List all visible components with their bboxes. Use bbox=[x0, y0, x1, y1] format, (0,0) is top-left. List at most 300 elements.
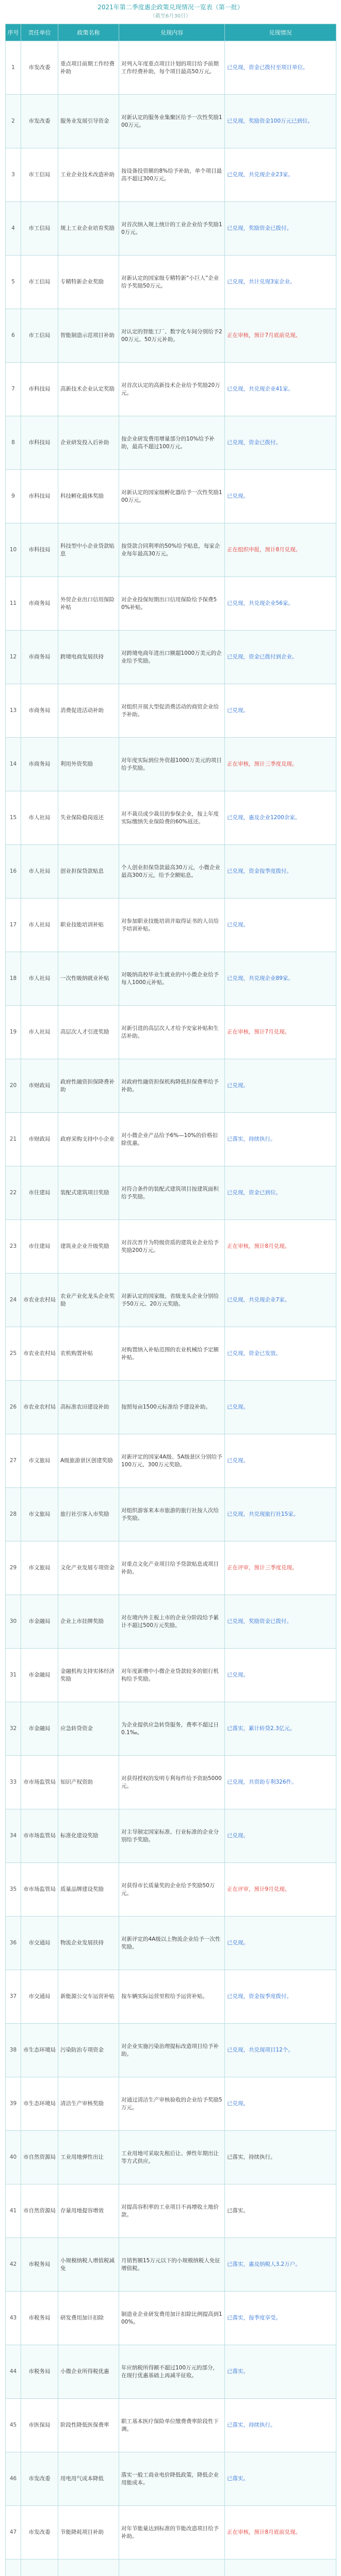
row-status: 已兑现，共兑现企业7家。 bbox=[225, 1274, 336, 1327]
row-status: 已兑现。 bbox=[225, 1917, 336, 1970]
row-seq: 20 bbox=[6, 1059, 21, 1113]
row-content: 对获得市长质量奖的企业给予奖励50万元。 bbox=[119, 1863, 225, 1917]
row-seq: 45 bbox=[6, 2399, 21, 2452]
row-unit: 市工信局 bbox=[21, 202, 58, 256]
header-project: 政策名称 bbox=[58, 24, 119, 41]
row-seq: 18 bbox=[6, 952, 21, 1006]
table-row bbox=[6, 1434, 336, 1488]
row-seq: 40 bbox=[6, 2131, 21, 2184]
row-project: 标准化建设奖励 bbox=[58, 1809, 119, 1863]
row-unit: 市税务局 bbox=[21, 2345, 58, 2399]
row-project: 企业研发投入后补助 bbox=[58, 416, 119, 470]
row-project: 职业技能培训补贴 bbox=[58, 899, 119, 952]
row-status: 已落实，持续执行。 bbox=[225, 2131, 336, 2184]
row-content: 制造业企业研发费用加计扣除比例提高到100%。 bbox=[119, 2292, 225, 2345]
row-seq: 28 bbox=[6, 1488, 21, 1541]
row-content: 对企业实施污染治理提标改造项目给予补助。 bbox=[119, 2024, 225, 2077]
row-content: 对组织开展大型促消费活动的商贸企业给予补助。 bbox=[119, 684, 225, 738]
row-content: 对首次认定的高新技术企业给予奖励20万元。 bbox=[119, 363, 225, 416]
row-seq: 1 bbox=[6, 41, 21, 95]
row-unit: 市发改委 bbox=[21, 2506, 58, 2560]
row-seq: 13 bbox=[6, 684, 21, 738]
table-row bbox=[6, 2399, 336, 2452]
row-status: 已兑现，资金已拨付。 bbox=[225, 416, 336, 470]
row-project: 应急转贷资金 bbox=[58, 1702, 119, 1756]
row-content: 落实一般工商业电价降低政策，降低企业用能成本。 bbox=[119, 2452, 225, 2506]
row-project: 外贸企业出口信用保险补贴 bbox=[58, 577, 119, 631]
row-seq: 46 bbox=[6, 2452, 21, 2506]
row-unit: 市金融局 bbox=[21, 1649, 58, 1702]
row-seq: 30 bbox=[6, 1595, 21, 1649]
row-seq: 38 bbox=[6, 2024, 21, 2077]
row-status: 正在审核，预计8月兑现。 bbox=[225, 1220, 336, 1274]
row-project: 企业上市挂牌奖励 bbox=[58, 1595, 119, 1649]
row-project: 装配式建筑项目奖励 bbox=[58, 1166, 119, 1220]
row-project: A级旅游景区创建奖励 bbox=[58, 1434, 119, 1488]
row-unit: 市工信局 bbox=[21, 148, 58, 202]
row-unit: 市文旅局 bbox=[21, 1434, 58, 1488]
row-unit: 市交通局 bbox=[21, 1970, 58, 2024]
row-content: 对新评定的国家4A级、5A级景区分别给予100万元、300万元奖励。 bbox=[119, 1434, 225, 1488]
row-seq: 2 bbox=[6, 95, 21, 148]
row-status: 已兑现。 bbox=[225, 1434, 336, 1488]
row-seq: 41 bbox=[6, 2184, 21, 2238]
table-row bbox=[6, 416, 336, 470]
row-unit: 市医保局 bbox=[21, 2399, 58, 2452]
page-title: 2021年第二季度惠企政策兑现情况一览表（第一批） bbox=[98, 4, 243, 11]
row-content: 对年度实际到位外资超1000万美元的项目给予奖励。 bbox=[119, 738, 225, 791]
table-row bbox=[6, 791, 336, 845]
row-content: 月销售额15万元以下的小规模纳税人免征增值税。 bbox=[119, 2238, 225, 2292]
row-seq: 15 bbox=[6, 791, 21, 845]
row-status: 已兑现，资金按季度拨付。 bbox=[225, 845, 336, 899]
row-project: 金融机构支持实体经济奖励 bbox=[58, 1649, 119, 1702]
row-content: 对重点文化产业项目给予贷款贴息或项目补助。 bbox=[119, 1541, 225, 1595]
row-content: 按设备投资额的8%给予补助，单个项目最高不超过300万元。 bbox=[119, 148, 225, 202]
table-row bbox=[6, 2131, 336, 2184]
row-status: 正在评审，预计三季度兑现。 bbox=[225, 1541, 336, 1595]
row-unit: 市农业农村局 bbox=[21, 1327, 58, 1381]
row-unit bbox=[21, 2560, 58, 2576]
row-project: 一次性吸纳就业补贴 bbox=[58, 952, 119, 1006]
row-content: 按照每亩1500元标准给予建设补助。 bbox=[119, 1381, 225, 1434]
row-unit: 市人社局 bbox=[21, 952, 58, 1006]
row-status: 正在审核，预计8月底前兑现。 bbox=[225, 2506, 336, 2560]
row-seq bbox=[6, 2560, 21, 2576]
row-seq: 26 bbox=[6, 1381, 21, 1434]
row-seq: 21 bbox=[6, 1113, 21, 1166]
table-row bbox=[6, 1702, 336, 1756]
row-project: 科技型中小企业贷款贴息 bbox=[58, 523, 119, 577]
table-row bbox=[6, 470, 336, 523]
row-status: 已落实。 bbox=[225, 2452, 336, 2506]
row-unit: 市金融局 bbox=[21, 1595, 58, 1649]
row-content: 对小微企业产品给予6%—10%的价格扣除优惠。 bbox=[119, 1113, 225, 1166]
row-project: 工业用地弹性出让 bbox=[58, 2131, 119, 2184]
row-status: 已兑现，资金已到位。 bbox=[225, 1166, 336, 1220]
row-content: 对新认定的服务业集聚区给予一次性奖励100万元。 bbox=[119, 95, 225, 148]
table-row bbox=[6, 2345, 336, 2399]
row-project: 阶段性降低医保费率 bbox=[58, 2399, 119, 2452]
header-status: 兑现情况 bbox=[225, 24, 336, 41]
row-project: 高标准农田建设补助 bbox=[58, 1381, 119, 1434]
row-status: 已落实，惠及纳税人3.2万户。 bbox=[225, 2238, 336, 2292]
row-unit: 市自然资源局 bbox=[21, 2184, 58, 2238]
table-row bbox=[6, 1756, 336, 1809]
table-row bbox=[6, 1381, 336, 1434]
table-row bbox=[6, 1059, 336, 1113]
table-row bbox=[6, 1113, 336, 1166]
header-content: 兑现内容 bbox=[119, 24, 225, 41]
row-unit: 市发改委 bbox=[21, 2452, 58, 2506]
row-content: 对符合条件的装配式建筑项目按建筑面积给予奖励。 bbox=[119, 1166, 225, 1220]
row-status: 已兑现，奖励资金已拨付。 bbox=[225, 202, 336, 256]
table-row bbox=[6, 2077, 336, 2131]
row-project: 小微企业所得税优惠 bbox=[58, 2345, 119, 2399]
row-project: 科技孵化载体奖励 bbox=[58, 470, 119, 523]
row-content: 对认定的智能工厂、数字化车间分别给予200万元、50万元补助。 bbox=[119, 309, 225, 363]
row-unit: 市人社局 bbox=[21, 791, 58, 845]
row-project: 重点项目前期工作经费补助 bbox=[58, 41, 119, 95]
row-seq: 10 bbox=[6, 523, 21, 577]
row-content: 对主导制定国家标准、行业标准的企业分别给予奖励。 bbox=[119, 1809, 225, 1863]
row-seq: 36 bbox=[6, 1917, 21, 1970]
row-project: 农业产业化龙头企业奖励 bbox=[58, 1274, 119, 1327]
row-status: 已落实。 bbox=[225, 2345, 336, 2399]
row-project: 文化产业发展专项资金 bbox=[58, 1541, 119, 1595]
row-content: 对政府性融资担保机构降低担保费率给予补助。 bbox=[119, 1059, 225, 1113]
table-row bbox=[6, 309, 336, 363]
table-row bbox=[6, 1917, 336, 1970]
row-unit: 市财政局 bbox=[21, 1059, 58, 1113]
table-row bbox=[6, 1220, 336, 1274]
row-content: 对新引进的高层次人才给予安家补贴和生活补助。 bbox=[119, 1006, 225, 1059]
row-content: 对列入年度重点项目计划的项目给予前期工作经费补助，每个项目最高50万元。 bbox=[119, 41, 225, 95]
row-content: 对在境内外主板上市的企业分阶段给予累计不超过500万元奖励。 bbox=[119, 1595, 225, 1649]
row-seq: 34 bbox=[6, 1809, 21, 1863]
row-seq: 3 bbox=[6, 148, 21, 202]
table-row bbox=[6, 1274, 336, 1327]
row-project: 专精特新企业奖励 bbox=[58, 256, 119, 309]
row-unit: 市商务局 bbox=[21, 577, 58, 631]
row-status: 正在评审，预计9月兑现。 bbox=[225, 1863, 336, 1917]
row-seq: 16 bbox=[6, 845, 21, 899]
row-unit: 市财政局 bbox=[21, 1113, 58, 1166]
row-seq: 42 bbox=[6, 2238, 21, 2292]
row-status: 正在审核，预计7月底前兑现。 bbox=[225, 309, 336, 363]
row-project: 利用外资奖励 bbox=[58, 738, 119, 791]
row-status: 已兑现。 bbox=[225, 2077, 336, 2131]
row-seq: 11 bbox=[6, 577, 21, 631]
header-unit: 责任单位 bbox=[21, 24, 58, 41]
row-status: 已兑现，共资助专利326件。 bbox=[225, 1756, 336, 1809]
row-unit: 市生态环境局 bbox=[21, 2077, 58, 2131]
table-row bbox=[6, 738, 336, 791]
row-seq: 47 bbox=[6, 2506, 21, 2560]
row-project: 旅行社引客入市奖励 bbox=[58, 1488, 119, 1541]
table-row bbox=[6, 684, 336, 738]
row-project: 质量品牌建设奖励 bbox=[58, 1863, 119, 1917]
row-content: 对吸纳高校毕业生就业的中小微企业给予每人1000元补贴。 bbox=[119, 952, 225, 1006]
row-seq: 5 bbox=[6, 256, 21, 309]
table-row bbox=[6, 845, 336, 899]
row-status bbox=[225, 2560, 336, 2576]
row-unit: 市自然资源局 bbox=[21, 2131, 58, 2184]
row-project: 政府性融资担保降费补助 bbox=[58, 1059, 119, 1113]
row-project: 跨境电商发展扶持 bbox=[58, 631, 119, 684]
row-unit: 市科技局 bbox=[21, 363, 58, 416]
row-project: 用电用气成本降低 bbox=[58, 2452, 119, 2506]
row-seq: 27 bbox=[6, 1434, 21, 1488]
row-status: 已落实，累计转贷2.3亿元。 bbox=[225, 1702, 336, 1756]
table-row bbox=[6, 1166, 336, 1220]
row-unit: 市商务局 bbox=[21, 631, 58, 684]
row-project: 知识产权资助 bbox=[58, 1756, 119, 1809]
table-row bbox=[6, 148, 336, 202]
row-project: 规上工业企业培育奖励 bbox=[58, 202, 119, 256]
row-seq: 32 bbox=[6, 1702, 21, 1756]
table-row bbox=[6, 631, 336, 684]
row-unit: 市科技局 bbox=[21, 470, 58, 523]
row-project: 失业保险稳岗返还 bbox=[58, 791, 119, 845]
page-subtitle: （截至6月30日） bbox=[150, 13, 191, 19]
row-status: 已兑现。 bbox=[225, 470, 336, 523]
row-seq: 9 bbox=[6, 470, 21, 523]
row-status: 已兑现，共兑现企业56家。 bbox=[225, 577, 336, 631]
row-project: 小规模纳税人增值税减免 bbox=[58, 2238, 119, 2292]
table-row bbox=[6, 2238, 336, 2292]
row-project: 清洁生产审核奖励 bbox=[58, 2077, 119, 2131]
table-row bbox=[6, 1006, 336, 1059]
row-status: 已落实，按季度享受。 bbox=[225, 2292, 336, 2345]
row-seq: 43 bbox=[6, 2292, 21, 2345]
row-content: 对获得授权的发明专利每件给予资助5000元。 bbox=[119, 1756, 225, 1809]
row-content: 对年节能量达到标准的节能改造项目给予补助。 bbox=[119, 2506, 225, 2560]
row-content: 对不裁员或少裁员的参保企业，按上年度实际缴纳失业保险费的60%返还。 bbox=[119, 791, 225, 845]
row-status: 已落实，持续执行。 bbox=[225, 2399, 336, 2452]
row-status: 已落实，持续执行。 bbox=[225, 1113, 336, 1166]
row-content: 对新评定的4A级以上物流企业给予一次性奖励。 bbox=[119, 1917, 225, 1970]
table-row bbox=[6, 363, 336, 416]
row-unit: 市商务局 bbox=[21, 684, 58, 738]
row-status: 已兑现。 bbox=[225, 684, 336, 738]
row-content: 对提高容积率的工业项目不再增收土地价款。 bbox=[119, 2184, 225, 2238]
row-content: 年应纳税所得额不超过100万元的部分，在现行优惠基础上再减半征收。 bbox=[119, 2345, 225, 2399]
row-unit: 市税务局 bbox=[21, 2238, 58, 2292]
table-row bbox=[6, 2024, 336, 2077]
row-content: 按贷款合同利率的50%给予贴息，每家企业每年最高30万元。 bbox=[119, 523, 225, 577]
table-row bbox=[6, 899, 336, 952]
row-unit: 市市场监管局 bbox=[21, 1809, 58, 1863]
row-content: 对企业投保短期出口信用保险给予保费50%补贴。 bbox=[119, 577, 225, 631]
row-unit: 市商务局 bbox=[21, 738, 58, 791]
row-unit: 市生态环境局 bbox=[21, 2024, 58, 2077]
row-project: 节能降耗项目补助 bbox=[58, 2506, 119, 2560]
table-row bbox=[6, 1327, 336, 1381]
row-status: 已兑现，共兑现企业23家。 bbox=[225, 148, 336, 202]
table-row bbox=[6, 1488, 336, 1541]
row-content: 对购置纳入补贴范围的农业机械给予定额补贴。 bbox=[119, 1327, 225, 1381]
table-header-row bbox=[6, 24, 336, 41]
row-status: 已兑现。 bbox=[225, 1809, 336, 1863]
row-project: 创业担保贷款贴息 bbox=[58, 845, 119, 899]
row-content: 对参加职业技能培训并取得证书的人员给予培训补贴。 bbox=[119, 899, 225, 952]
row-status: 已兑现，共兑现企业89家。 bbox=[225, 952, 336, 1006]
row-seq: 12 bbox=[6, 631, 21, 684]
row-project: 工业企业技术改造补助 bbox=[58, 148, 119, 202]
table-row bbox=[6, 2506, 336, 2560]
row-seq: 8 bbox=[6, 416, 21, 470]
row-status: 已兑现，资金已发放。 bbox=[225, 1327, 336, 1381]
row-project: 研发费用加计扣除 bbox=[58, 2292, 119, 2345]
row-unit: 市金融局 bbox=[21, 1702, 58, 1756]
row-content bbox=[119, 2560, 225, 2576]
header-seq: 序号 bbox=[6, 24, 21, 41]
row-content: 按企业研发费用增量部分的10%给予补助，最高不超过100万元。 bbox=[119, 416, 225, 470]
row-seq: 14 bbox=[6, 738, 21, 791]
row-status: 正在组织申报，预计8月兑现。 bbox=[225, 523, 336, 577]
row-unit: 市科技局 bbox=[21, 416, 58, 470]
row-status: 已兑现，资金已拨付至项目单位。 bbox=[225, 41, 336, 95]
row-unit: 市市场监管局 bbox=[21, 1863, 58, 1917]
table-row bbox=[6, 41, 336, 95]
row-seq: 6 bbox=[6, 309, 21, 363]
table-row bbox=[6, 523, 336, 577]
row-seq: 23 bbox=[6, 1220, 21, 1274]
row-status: 已兑现，共兑现旅行社15家。 bbox=[225, 1488, 336, 1541]
row-content: 对新认定的国家级孵化器给予一次性奖励100万元。 bbox=[119, 470, 225, 523]
row-unit: 市科技局 bbox=[21, 523, 58, 577]
row-content: 按车辆实际运营里程给予运营补贴。 bbox=[119, 1970, 225, 2024]
row-content: 对组织游客来本市旅游的旅行社按人次给予奖励。 bbox=[119, 1488, 225, 1541]
row-unit: 市文旅局 bbox=[21, 1541, 58, 1595]
table-row bbox=[6, 1970, 336, 2024]
page bbox=[5, 0, 336, 2576]
row-unit: 市住建局 bbox=[21, 1220, 58, 1274]
row-seq: 4 bbox=[6, 202, 21, 256]
row-unit: 市税务局 bbox=[21, 2292, 58, 2345]
row-status: 已兑现，奖励资金100万元已到位。 bbox=[225, 95, 336, 148]
table-row bbox=[6, 2292, 336, 2345]
table-row bbox=[6, 256, 336, 309]
table-body bbox=[6, 41, 336, 2576]
row-seq: 29 bbox=[6, 1541, 21, 1595]
row-project: 新能源公交车运营补贴 bbox=[58, 1970, 119, 2024]
row-seq: 44 bbox=[6, 2345, 21, 2399]
row-project: 智能制造示范项目补助 bbox=[58, 309, 119, 363]
row-status: 已兑现，共兑现企业41家。 bbox=[225, 363, 336, 416]
row-seq: 37 bbox=[6, 1970, 21, 2024]
row-unit: 市文旅局 bbox=[21, 1488, 58, 1541]
row-unit: 市工信局 bbox=[21, 256, 58, 309]
row-content: 对年度新增中小微企业贷款较多的银行机构给予奖励。 bbox=[119, 1649, 225, 1702]
row-project: 污染防治专项资金 bbox=[58, 2024, 119, 2077]
row-content: 对首次纳入规上统计的工业企业给予奖励10万元。 bbox=[119, 202, 225, 256]
row-seq: 39 bbox=[6, 2077, 21, 2131]
table-row bbox=[6, 952, 336, 1006]
table-row bbox=[6, 2452, 336, 2506]
row-content: 个人创业担保贷款最高30万元，小微企业最高300万元，给予全额贴息。 bbox=[119, 845, 225, 899]
row-status: 已兑现，奖励资金已拨付。 bbox=[225, 1595, 336, 1649]
row-content: 对新认定的国家级、省级龙头企业分别给予50万元、20万元奖励。 bbox=[119, 1274, 225, 1327]
row-status: 正在审核，预计7月兑现。 bbox=[225, 1006, 336, 1059]
row-seq: 24 bbox=[6, 1274, 21, 1327]
row-seq: 35 bbox=[6, 1863, 21, 1917]
row-content: 职工基本医疗保险单位缴费费率阶段性下调。 bbox=[119, 2399, 225, 2452]
row-seq: 7 bbox=[6, 363, 21, 416]
table-row bbox=[6, 1863, 336, 1917]
row-unit: 市工信局 bbox=[21, 309, 58, 363]
row-unit: 市人社局 bbox=[21, 845, 58, 899]
table-row bbox=[6, 2184, 336, 2238]
row-unit: 市人社局 bbox=[21, 1006, 58, 1059]
row-project: 农机购置补贴 bbox=[58, 1327, 119, 1381]
row-seq: 31 bbox=[6, 1649, 21, 1702]
row-unit: 市住建局 bbox=[21, 1166, 58, 1220]
row-status: 已兑现，惠及企业1200余家。 bbox=[225, 791, 336, 845]
row-unit: 市发改委 bbox=[21, 95, 58, 148]
row-content: 对跨境电商年进出口额超1000万美元的企业给予奖励。 bbox=[119, 631, 225, 684]
row-status: 已兑现，资金按季度拨付。 bbox=[225, 1970, 336, 2024]
row-content: 工业用地可采取先租后让、弹性年期出让等方式供应。 bbox=[119, 2131, 225, 2184]
row-project: 存量用地提容增效 bbox=[58, 2184, 119, 2238]
row-project: 高新技术企业认定奖励 bbox=[58, 363, 119, 416]
table-row bbox=[6, 2560, 336, 2576]
row-content: 对新认定的国家级专精特新“小巨人”企业给予奖励50万元。 bbox=[119, 256, 225, 309]
row-seq: 17 bbox=[6, 899, 21, 952]
title-block bbox=[5, 0, 336, 24]
row-status: 已落实。 bbox=[225, 2184, 336, 2238]
row-content: 为企业提供应急转贷服务，费率不超过日0.1‰。 bbox=[119, 1702, 225, 1756]
table-row bbox=[6, 1649, 336, 1702]
table-row bbox=[6, 1809, 336, 1863]
policy-table bbox=[5, 24, 336, 2576]
table-row bbox=[6, 577, 336, 631]
row-project: 政府采购支持中小企业 bbox=[58, 1113, 119, 1166]
row-status: 已兑现，资金已拨付到企业。 bbox=[225, 631, 336, 684]
row-unit: 市交通局 bbox=[21, 1917, 58, 1970]
row-status: 正在审核，预计三季度兑现。 bbox=[225, 738, 336, 791]
row-project: 高层次人才引进奖励 bbox=[58, 1006, 119, 1059]
row-content: 对首次晋升为特级资质的建筑业企业给予奖励200万元。 bbox=[119, 1220, 225, 1274]
row-status: 已兑现，共兑现项目12个。 bbox=[225, 2024, 336, 2077]
row-status: 已兑现。 bbox=[225, 1059, 336, 1113]
table-row bbox=[6, 1595, 336, 1649]
row-status: 已兑现。 bbox=[225, 899, 336, 952]
row-unit: 市农业农村局 bbox=[21, 1381, 58, 1434]
row-content: 对通过清洁生产审核验收的企业给予奖励5万元。 bbox=[119, 2077, 225, 2131]
row-project bbox=[58, 2560, 119, 2576]
row-unit: 市农业农村局 bbox=[21, 1274, 58, 1327]
row-project: 物流企业发展扶持 bbox=[58, 1917, 119, 1970]
row-seq: 19 bbox=[6, 1006, 21, 1059]
row-unit: 市市场监管局 bbox=[21, 1756, 58, 1809]
row-seq: 33 bbox=[6, 1756, 21, 1809]
row-unit: 市发改委 bbox=[21, 41, 58, 95]
row-project: 服务业发展引导资金 bbox=[58, 95, 119, 148]
table-row bbox=[6, 202, 336, 256]
row-seq: 22 bbox=[6, 1166, 21, 1220]
table-row bbox=[6, 95, 336, 148]
row-seq: 25 bbox=[6, 1327, 21, 1381]
row-unit: 市人社局 bbox=[21, 899, 58, 952]
row-status: 已兑现。 bbox=[225, 1381, 336, 1434]
row-project: 消费促进活动补助 bbox=[58, 684, 119, 738]
row-status: 已兑现。 bbox=[225, 1649, 336, 1702]
row-status: 已兑现，共计兑现3家企业。 bbox=[225, 256, 336, 309]
row-project: 建筑业企业升级奖励 bbox=[58, 1220, 119, 1274]
table-row bbox=[6, 1541, 336, 1595]
